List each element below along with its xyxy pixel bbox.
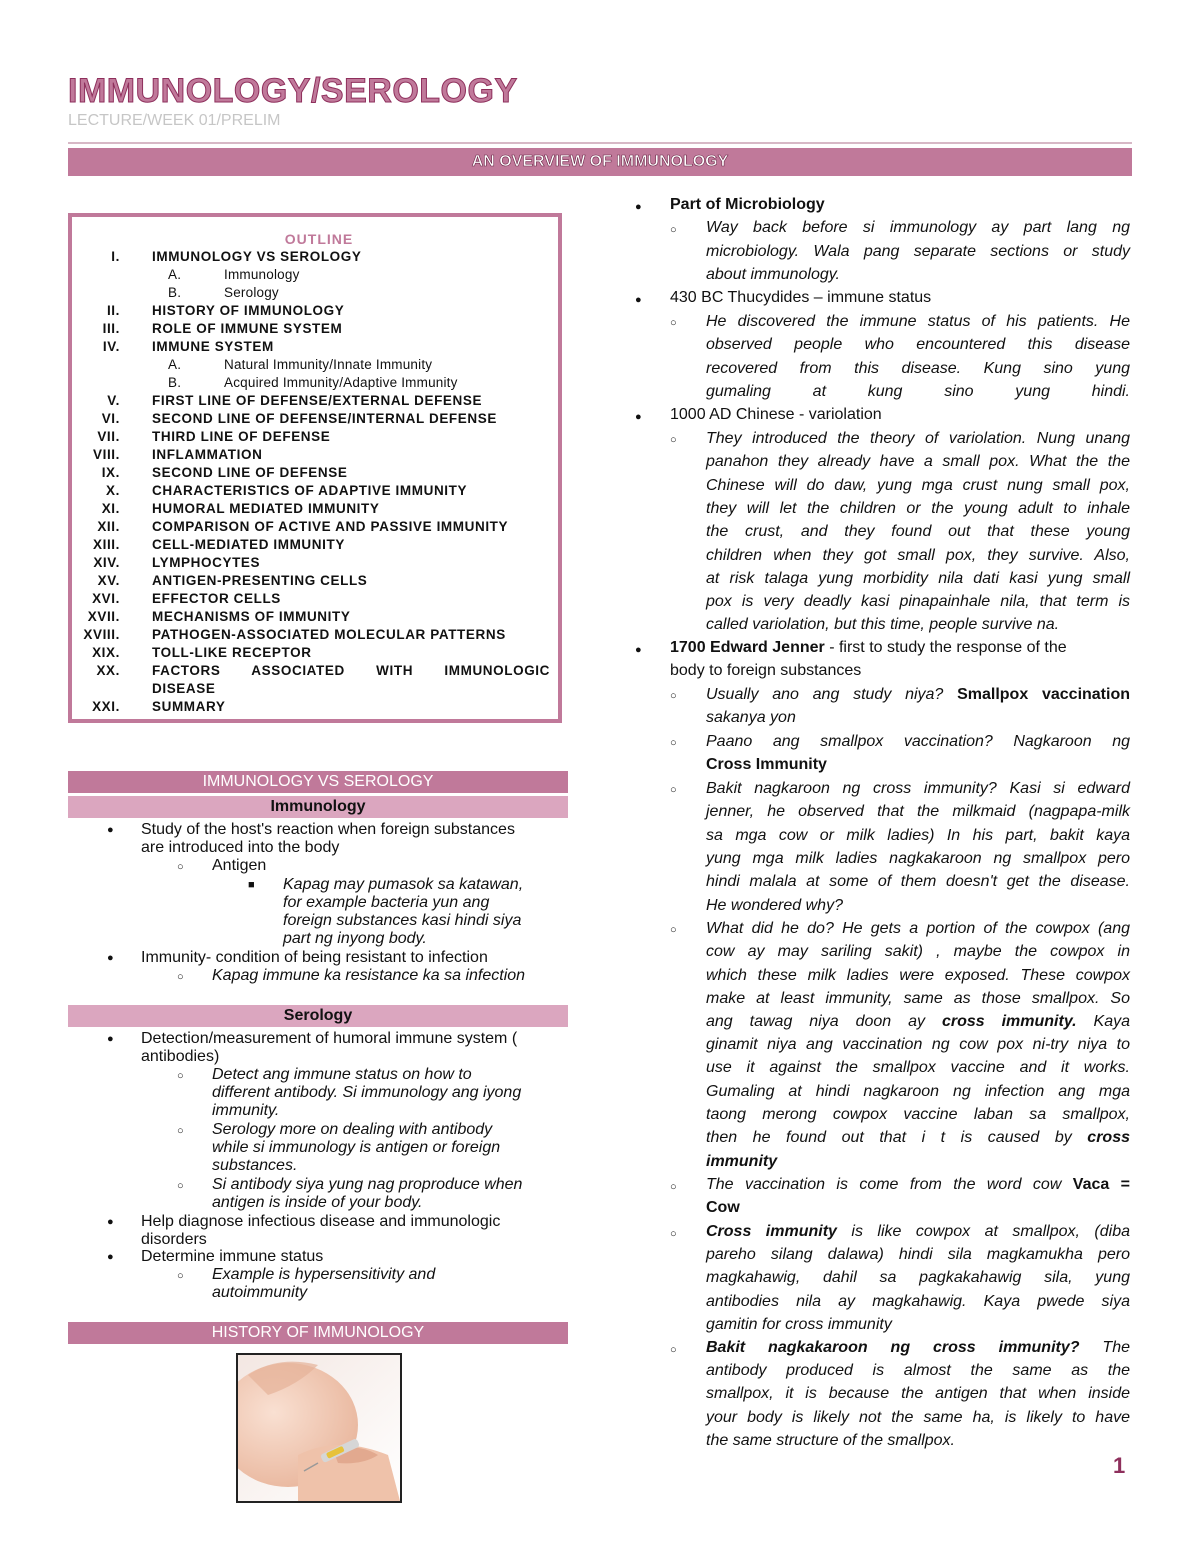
outline-item-label: MECHANISMS OF IMMUNITY: [152, 609, 351, 624]
outline-item-number: XX.: [96, 663, 120, 678]
document-title: IMMUNOLOGY/SEROLOGY: [68, 72, 518, 110]
list-item: Detect ang immune status on how to: [212, 1066, 472, 1083]
outline-item-number: IX.: [101, 465, 120, 480]
circle-bullet-icon: ○: [670, 924, 677, 936]
outline-item-label: CHARACTERISTICS OF ADAPTIVE IMMUNITY: [152, 483, 468, 498]
circle-bullet-icon: ○: [670, 224, 677, 236]
list-item: children when they got small pox, they survive. Also,: [706, 546, 1130, 564]
section-banner: AN OVERVIEW OF IMMUNOLOGY: [68, 148, 1132, 176]
outline-item-number: A.: [168, 267, 182, 282]
text-run: then he found out that i t is caused by: [706, 1129, 1088, 1146]
outline-item-label: ANTIGEN-PRESENTING CELLS: [152, 573, 368, 588]
outline-item-number: V.: [107, 393, 120, 408]
list-item: sa mga cow or milk ladies) In his part, bakit kaya: [706, 826, 1130, 844]
list-item: use it against the smallpox vaccine and it works.: [706, 1059, 1130, 1077]
list-item: Study of the host's reaction when foreign substances: [141, 821, 515, 838]
outline-item: [72, 429, 558, 447]
list-item: They introduced the theory of variolation. Nung unang: [706, 430, 1130, 447]
text-run-bold: Cross immunity: [706, 1223, 837, 1240]
text-run-bold: Bakit nagkakaroon ng cross immunity?: [706, 1339, 1080, 1356]
outline-item-label: IMMUNOLOGY VS SEROLOGY: [152, 249, 362, 264]
outline-item: [72, 519, 558, 537]
outline-item-label: INFLAMMATION: [152, 447, 263, 462]
list-item: [670, 636, 1130, 659]
outline-item-number: A.: [168, 357, 182, 372]
list-item: Si antibody siya yung nag proproduce when: [212, 1176, 523, 1193]
bullet-icon: ●: [635, 411, 642, 423]
list-item: your body is likely not the same ha, is likely to have: [706, 1408, 1130, 1426]
list-item: magkahawig, dahil sa pagkakahawig sila, yung: [706, 1269, 1130, 1287]
outline-item: [72, 465, 558, 483]
circle-bullet-icon: ○: [177, 971, 184, 983]
section-heading-immunology-vs-serology: IMMUNOLOGY VS SEROLOGY: [68, 771, 568, 793]
outline-item-label: Natural Immunity/Innate Immunity: [224, 357, 433, 372]
list-item: [706, 1126, 1130, 1149]
list-item: sakanya yon: [706, 709, 796, 726]
bullet-icon: ●: [635, 294, 642, 306]
list-item: Kapag may pumasok sa katawan,: [283, 876, 524, 893]
outline-item: [72, 447, 558, 465]
outline-item-label: IMMUNE SYSTEM: [152, 339, 274, 354]
list-item: disorders: [141, 1231, 207, 1248]
outline-item: [72, 555, 558, 573]
outline-item-label: SECOND LINE OF DEFENSE: [152, 465, 348, 480]
list-item: gamitin for cross immunity: [706, 1315, 892, 1333]
list-item: cow ay may sariling sakit) , maybe the cowpox in: [706, 943, 1130, 961]
outline-item: [72, 303, 558, 321]
outline-item-number: VII.: [97, 429, 120, 444]
list-item: He wondered why?: [706, 896, 843, 914]
list-item: for example bacteria yun ang: [283, 894, 490, 911]
list-item: He discovered the immune status of his patients. He: [706, 313, 1130, 330]
outline-item-number: II.: [106, 303, 120, 318]
outline-item: [72, 249, 558, 267]
list-item: antibody produced is almost the same as the: [706, 1362, 1130, 1379]
list-item: antigen is inside of your body.: [212, 1194, 423, 1211]
list-item: observed people who encountered this disease: [706, 336, 1130, 354]
outline-box: [68, 213, 562, 723]
outline-item: [72, 699, 558, 717]
text-run: Usually ano ang study niya?: [706, 686, 958, 703]
outline-item: [72, 591, 558, 609]
outline-item-number: XI.: [101, 501, 120, 516]
bullet-icon: ●: [635, 201, 642, 213]
list-item: panahon they already have a small pox. What the the: [706, 453, 1130, 471]
outline-item: [72, 663, 558, 681]
list-item: Kapag immune ka resistance ka sa infection: [212, 967, 526, 984]
list-item: [706, 1220, 1130, 1243]
circle-bullet-icon: ○: [670, 690, 677, 702]
text-run: ang tawag niya doon ay: [706, 1013, 942, 1030]
circle-bullet-icon: ○: [177, 861, 184, 873]
section-heading-history: HISTORY OF IMMUNOLOGY: [68, 1322, 568, 1344]
outline-item-label: LYMPHOCYTES: [152, 555, 261, 570]
list-item: immunity: [706, 1153, 778, 1170]
bullet-icon: ●: [107, 952, 114, 964]
outline-item-label: TOLL-LIKE RECEPTOR: [152, 645, 312, 660]
list-item: Chinese will do daw, yung mga crust nung small pox,: [706, 476, 1130, 494]
circle-bullet-icon: ○: [177, 1125, 184, 1137]
outline-item: [72, 285, 558, 303]
circle-bullet-icon: ○: [670, 1181, 677, 1193]
outline-item-label: HISTORY OF IMMUNOLOGY: [152, 303, 345, 318]
text-run-bold: cross: [1087, 1129, 1130, 1146]
outline-item-label: Serology: [224, 285, 279, 300]
bullet-icon: ●: [635, 644, 642, 656]
outline-item-number: XXI.: [92, 699, 120, 714]
outline-item-label: FACTORS ASSOCIATED WITH IMMUNOLOGIC: [152, 663, 550, 678]
list-item: Bakit nagkaroon ng cross immunity? Kasi si edward: [706, 780, 1130, 797]
list-item: Determine immune status: [141, 1248, 324, 1265]
outline-item-number: X.: [106, 483, 120, 498]
bullet-icon: ●: [107, 1033, 114, 1045]
outline-item-label: ROLE OF IMMUNE SYSTEM: [152, 321, 343, 336]
list-item: pox is very deadly kasi pinapainhale nila, that term is: [706, 593, 1130, 611]
circle-bullet-icon: ○: [177, 1180, 184, 1192]
list-item: antibodies nila ay magkahawig. Kaya pwede siya: [706, 1292, 1130, 1310]
outline-item-label: HUMORAL MEDIATED IMMUNITY: [152, 501, 380, 516]
list-item: body to foreign substances: [670, 662, 862, 679]
bullet-icon: ●: [107, 824, 114, 836]
outline-item-number: VIII.: [92, 447, 120, 462]
list-item: microbiology. Wala pang separate sections or study: [706, 243, 1130, 260]
outline-item-label: PATHOGEN-ASSOCIATED MOLECULAR PATTERNS: [152, 627, 506, 642]
jenner-heading: 1700 Edward Jenner: [670, 639, 825, 656]
list-item: smallpox, it is because the antigen that when inside: [706, 1385, 1130, 1403]
outline-item: [72, 573, 558, 591]
outline-item-number: XV.: [97, 573, 120, 588]
outline-item: [72, 357, 558, 375]
list-item: called variolation, but this time, people survive na.: [706, 616, 1060, 634]
outline-item-number: XVIII.: [83, 627, 120, 642]
outline-item: [72, 483, 558, 501]
subheading-serology: Serology: [68, 1005, 568, 1027]
outline-item-number: XIV.: [93, 555, 120, 570]
list-item: Gumaling at hindi nagkaroon ng infection ang mga: [706, 1082, 1130, 1100]
list-item: make at least immunity, same as those smallpox. So: [706, 989, 1130, 1007]
outline-item: [72, 609, 558, 627]
list-item: pareho silang dalawa) hindi sila magkamukha pero: [706, 1246, 1130, 1263]
text-run: The: [1079, 1339, 1131, 1356]
list-item: jenner, he observed that the milkmaid (nagpapa-milk: [706, 803, 1130, 821]
list-item: autoimmunity: [212, 1284, 308, 1301]
list-item: are introduced into the body: [141, 839, 340, 856]
outline-item-label: EFFECTOR CELLS: [152, 591, 281, 606]
circle-bullet-icon: ○: [670, 784, 677, 796]
outline-item-number: VI.: [101, 411, 120, 426]
outline-item-label: FIRST LINE OF DEFENSE/EXTERNAL DEFENSE: [152, 393, 483, 408]
outline-item-label: Acquired Immunity/Adaptive Immunity: [224, 375, 458, 390]
text-run: Kaya: [1076, 1013, 1130, 1030]
text-run-bold: cross immunity.: [941, 1013, 1077, 1030]
list-item: they will let the children or the young adult to inhale: [706, 499, 1130, 517]
outline-item-number: XVI.: [92, 591, 120, 606]
circle-bullet-icon: ○: [177, 1070, 184, 1082]
outline-item: [72, 627, 558, 645]
bullet-icon: ●: [107, 1216, 114, 1228]
list-item: Antigen: [212, 857, 267, 874]
text-run: The vaccination is come from the word cow: [706, 1176, 1073, 1193]
outline-item: [72, 645, 558, 663]
list-item: gumaling at kung sino yung hindi.: [706, 382, 1130, 400]
list-item: yung mga milk ladies nagkakaroon ng smallpox pero: [706, 849, 1130, 867]
list-item: taong merong cowpox vaccine laban sa smallpox,: [706, 1105, 1130, 1123]
outline-item-label: SECOND LINE OF DEFENSE/INTERNAL DEFENSE: [152, 411, 497, 426]
list-item: What did he do? He gets a portion of the cowpox (ang: [706, 920, 1130, 937]
outline-item: [72, 339, 558, 357]
outline-item-label: DISEASE: [152, 681, 216, 696]
outline-item-number: IV.: [102, 339, 120, 354]
list-item: different antibody. Si immunology ang iyong: [212, 1084, 522, 1101]
circle-bullet-icon: ○: [177, 1270, 184, 1282]
outline-item: [72, 501, 558, 519]
text-run: is like cowpox at smallpox, (diba: [836, 1223, 1131, 1240]
list-item: which these milk ladies were exposed. These cowpox: [706, 966, 1130, 984]
outline-item-number: XIX.: [92, 645, 120, 660]
list-item: Detection/measurement of humoral immune system (: [141, 1030, 518, 1047]
list-item: at risk talaga yung morbidity nila dati kasi yung small: [706, 569, 1130, 587]
square-bullet-icon: ■: [248, 879, 255, 891]
list-item: Help diagnose infectious disease and immunologic: [141, 1213, 501, 1230]
list-item: part ng inyong body.: [283, 930, 427, 947]
list-item: Example is hypersensitivity and: [212, 1266, 436, 1283]
outline-item-number: XIII.: [92, 537, 120, 552]
outline-item-number: XII.: [97, 519, 120, 534]
list-item: 430 BC Thucydides – immune status: [670, 289, 932, 306]
list-item: foreign substances kasi hindi siya: [283, 912, 522, 929]
list-item: recovered from this disease. Kung sino yung: [706, 359, 1130, 377]
bullet-icon: ●: [107, 1251, 114, 1263]
list-item: Cow: [706, 1199, 740, 1216]
outline-item-label: Immunology: [224, 267, 300, 282]
outline-item: [72, 681, 558, 699]
outline-item-number: III.: [102, 321, 120, 336]
outline-item-label: THIRD LINE OF DEFENSE: [152, 429, 331, 444]
list-item: Cross Immunity: [706, 756, 827, 773]
outline-item-number: I.: [111, 249, 120, 264]
circle-bullet-icon: ○: [670, 434, 677, 446]
outline-item: [72, 411, 558, 429]
list-item: [706, 683, 1130, 706]
circle-bullet-icon: ○: [670, 1344, 677, 1356]
list-item: [706, 1173, 1130, 1196]
circle-bullet-icon: ○: [670, 737, 677, 749]
outline-item: [72, 267, 558, 285]
list-item: Way back before si immunology ay part lang ng: [706, 219, 1130, 236]
list-item: the crust, and they found out that these young: [706, 523, 1130, 541]
outline-item-label: CELL-MEDIATED IMMUNITY: [152, 537, 345, 552]
outline-item: [72, 393, 558, 411]
list-item: while si immunology is antigen or foreign: [212, 1139, 501, 1156]
list-item: Immunity- condition of being resistant to infection: [141, 949, 488, 966]
page-number: 1: [1113, 1453, 1126, 1478]
header-rule: [68, 142, 1132, 144]
outline-item-label: COMPARISON OF ACTIVE AND PASSIVE IMMUNITY: [152, 519, 509, 534]
subheading-immunology: Immunology: [68, 796, 568, 818]
list-item: immunity.: [212, 1102, 280, 1119]
text-run-bold: Vaca =: [1072, 1176, 1130, 1193]
circle-bullet-icon: ○: [670, 1228, 677, 1240]
list-item: Serology more on dealing with antibody: [212, 1121, 493, 1138]
list-item: about immunology.: [706, 266, 840, 283]
list-item: [706, 1010, 1130, 1033]
list-item: Part of Microbiology: [670, 196, 825, 213]
jenner-heading-rest: - first to study the response of the: [824, 639, 1067, 656]
list-item: substances.: [212, 1157, 298, 1174]
vaccination-photo: [236, 1353, 402, 1503]
outline-item-label: SUMMARY: [152, 699, 226, 714]
list-item: hindi malala at some of them doesn't get the disease.: [706, 873, 1130, 891]
outline-heading: OUTLINE: [284, 231, 354, 247]
outline-item-number: XVII.: [87, 609, 120, 624]
list-item: [706, 1336, 1130, 1359]
outline-item: [72, 375, 558, 393]
document-subtitle: LECTURE/WEEK 01/PRELIM: [68, 112, 281, 129]
list-item: antibodies): [141, 1048, 220, 1065]
outline-item-number: B.: [168, 285, 182, 300]
list-item: the same structure of the smallpox.: [706, 1431, 955, 1449]
list-item: Paano ang smallpox vaccination? Nagkaroon ng: [706, 733, 1130, 750]
circle-bullet-icon: ○: [670, 317, 677, 329]
outline-item-number: B.: [168, 375, 182, 390]
outline-item: [72, 537, 558, 555]
list-item: ginamit niya ang vaccination ng cow pox ni-try niya to: [706, 1036, 1130, 1053]
text-run-bold: Smallpox vaccination: [957, 686, 1131, 703]
list-item: 1000 AD Chinese - variolation: [670, 406, 882, 423]
outline-item: [72, 321, 558, 339]
